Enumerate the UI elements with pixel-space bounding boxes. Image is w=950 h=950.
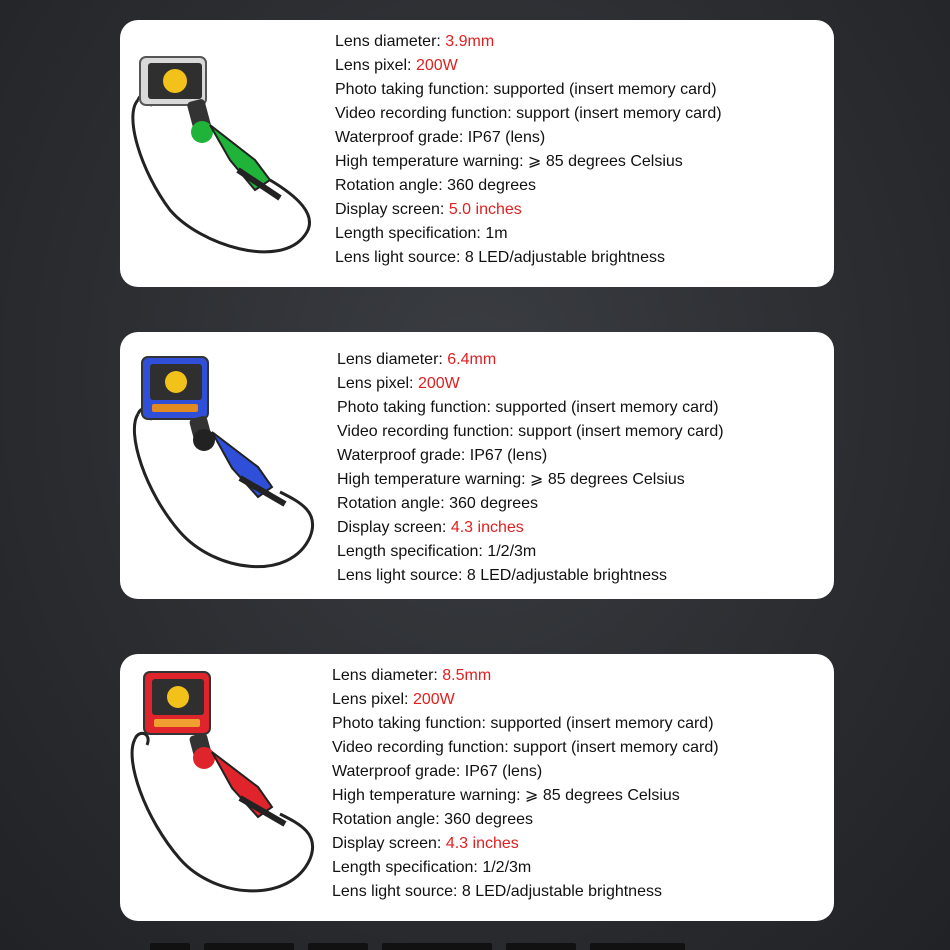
spec-lens-pixel: Lens pixel: 200W (332, 691, 455, 708)
spec-length: Length specification: 1/2/3m (332, 859, 532, 876)
knob-red (193, 747, 215, 769)
spec-light: Lens light source: 8 LED/adjustable brightness (335, 249, 665, 266)
spec-waterproof: Waterproof grade: IP67 (lens) (335, 129, 546, 146)
spec-display: Display screen: 4.3 inches (332, 835, 519, 852)
spec-length: Length specification: 1m (335, 225, 508, 242)
spec-list (335, 30, 722, 270)
spec-value-highlight: 3.9mm (445, 33, 495, 50)
product-card-blue (120, 332, 834, 599)
spec-rotation: Rotation angle: 360 degrees (335, 177, 537, 194)
spec-waterproof: Waterproof grade: IP67 (lens) (337, 447, 548, 464)
spec-rotation: Rotation angle: 360 degrees (337, 495, 539, 512)
spec-length: Length specification: 1/2/3m (337, 543, 537, 560)
spec-value-highlight: 5.0 inches (448, 201, 522, 218)
product-card-green (120, 20, 834, 287)
spec-photo: Photo taking function: supported (insert memory card) (332, 715, 714, 732)
spec-value-highlight: 4.3 inches (445, 835, 519, 852)
product-card-red (120, 654, 834, 921)
cropped-footer-text (150, 937, 800, 950)
spec-rotation: Rotation angle: 360 degrees (332, 811, 534, 828)
knob-green (191, 121, 213, 143)
spec-temperature: High temperature warning: ⩾ 85 degrees Celsius (337, 471, 685, 488)
endoscope-green-image (120, 20, 330, 287)
spec-lens-pixel: Lens pixel: 200W (337, 375, 460, 392)
spec-light: Lens light source: 8 LED/adjustable brightness (337, 567, 667, 584)
spec-video: Video recording function: support (insert memory card) (335, 105, 722, 122)
spec-lens-diameter: Lens diameter: 8.5mm (332, 667, 492, 684)
spec-lens-pixel: Lens pixel: 200W (335, 57, 458, 74)
spec-value-highlight: 200W (412, 691, 455, 708)
spec-light: Lens light source: 8 LED/adjustable brightness (332, 883, 662, 900)
spec-value-highlight: 4.3 inches (450, 519, 524, 536)
spec-lens-diameter: Lens diameter: 6.4mm (337, 351, 497, 368)
endoscope-red-image (120, 654, 330, 921)
spec-list (337, 348, 724, 588)
spec-list (332, 664, 719, 904)
spec-display: Display screen: 5.0 inches (335, 201, 522, 218)
spec-value-highlight: 8.5mm (442, 667, 492, 684)
spec-photo: Photo taking function: supported (insert memory card) (337, 399, 719, 416)
spec-value-highlight: 200W (417, 375, 460, 392)
spec-temperature: High temperature warning: ⩾ 85 degrees Celsius (335, 153, 683, 170)
spec-value-highlight: 200W (415, 57, 458, 74)
spec-lens-diameter: Lens diameter: 3.9mm (335, 33, 495, 50)
spec-video: Video recording function: support (insert memory card) (337, 423, 724, 440)
spec-waterproof: Waterproof grade: IP67 (lens) (332, 763, 543, 780)
spec-temperature: High temperature warning: ⩾ 85 degrees Celsius (332, 787, 680, 804)
endoscope-blue-image (120, 332, 330, 599)
spec-photo: Photo taking function: supported (insert memory card) (335, 81, 717, 98)
spec-display: Display screen: 4.3 inches (337, 519, 524, 536)
spec-value-highlight: 6.4mm (447, 351, 497, 368)
spec-video: Video recording function: support (insert memory card) (332, 739, 719, 756)
